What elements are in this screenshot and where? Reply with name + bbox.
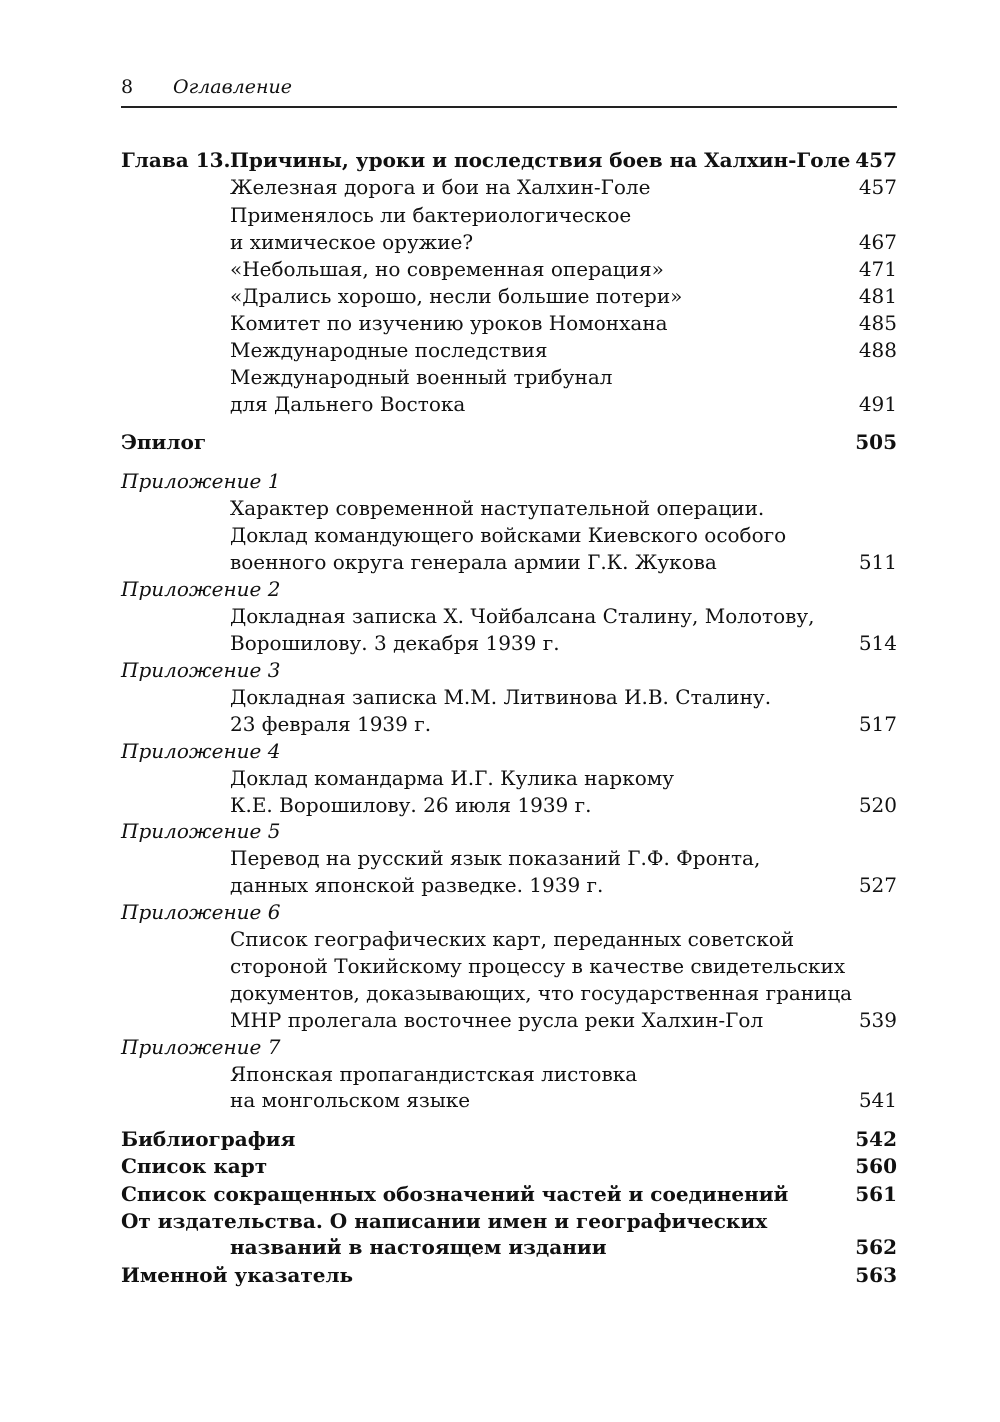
toc-entry-text: для Дальнего Востока [230, 392, 466, 416]
toc-entry-text: МНР пролегала восточнее русла реки Халхин-Гол [230, 1008, 764, 1032]
toc-page-number: 471 [858, 257, 897, 281]
appendix-label: Приложение 4 [121, 739, 281, 763]
toc-subentry-continuation[interactable] [0, 390, 1000, 418]
toc-entry-text: военного округа генерала армии Г.К. Жукова [230, 550, 717, 574]
appendix-entry-continuation[interactable] [0, 952, 1000, 980]
toc-entry-text: Доклад командующего войсками Киевского особого [230, 523, 787, 547]
toc-subentry[interactable] [0, 282, 1000, 310]
appendix-entry-continuation[interactable] [0, 629, 1000, 657]
toc-page-number: 491 [858, 392, 897, 416]
toc-entry-text: Доклад командарма И.Г. Кулика наркому [230, 766, 675, 790]
appendix-entry-continuation[interactable] [0, 979, 1000, 1007]
appendix-label: Приложение 3 [121, 658, 281, 682]
toc-entry-text: Железная дорога и бои на Халхин-Голе [230, 175, 651, 199]
toc-entry-text: 23 февраля 1939 г. [230, 712, 432, 736]
toc-subentry[interactable] [0, 363, 1000, 391]
toc-page-number: 457 [855, 148, 897, 172]
toc-page-number: 541 [858, 1088, 897, 1112]
appendix-entry[interactable] [0, 494, 1000, 522]
toc-entry-text: «Небольшая, но современная операция» [230, 257, 664, 281]
appendix-entry[interactable] [0, 844, 1000, 872]
toc-subentry[interactable] [0, 201, 1000, 229]
toc-entry-text: Список сокращенных обозначений частей и соединений [121, 1182, 789, 1206]
toc-page-number: 563 [855, 1263, 897, 1287]
toc-entry-text: на монгольском языке [230, 1088, 471, 1112]
toc-page-number: 505 [855, 430, 897, 454]
header-rule [121, 106, 897, 108]
toc-entry-text: данных японской разведке. 1939 г. [230, 873, 604, 897]
toc-page-number: 520 [858, 793, 897, 817]
running-header [121, 76, 897, 104]
appendix-entry[interactable] [0, 764, 1000, 792]
publisher-note-continuation[interactable] [0, 1233, 1000, 1261]
appendix-entry-continuation[interactable] [0, 548, 1000, 576]
toc-page-number: 485 [858, 311, 897, 335]
epilogue-entry[interactable] [0, 428, 1000, 456]
running-title: Оглавление [173, 76, 293, 98]
appendix-entry[interactable] [0, 602, 1000, 630]
appendix-label: Приложение 2 [121, 577, 281, 601]
toc-entry-text: Список карт [121, 1154, 268, 1178]
map-list-entry[interactable] [0, 1152, 1000, 1180]
toc-subentry-continuation[interactable] [0, 228, 1000, 256]
appendix-entry[interactable] [0, 1060, 1000, 1088]
toc-entry-text: документов, доказывающих, что государственная граница [230, 981, 853, 1005]
toc-entry-text: Характер современной наступательной операции. [230, 496, 765, 520]
toc-page-number: 481 [858, 284, 897, 308]
toc-entry-text: Международный военный трибунал [230, 365, 613, 389]
toc-entry-text: Перевод на русский язык показаний Г.Ф. Фронта, [230, 846, 761, 870]
toc-page-number: 560 [855, 1154, 897, 1178]
chapter-label: Глава 13. [121, 148, 231, 172]
toc-entry-text: названий в настоящем издании [230, 1235, 607, 1259]
page-number: 8 [121, 76, 134, 98]
appendix-label: Приложение 7 [121, 1035, 281, 1059]
publisher-note-entry[interactable] [0, 1207, 1000, 1235]
toc-page-number: 457 [858, 175, 897, 199]
appendix-label: Приложение 1 [121, 469, 281, 493]
toc-subentry[interactable] [0, 173, 1000, 201]
toc-page-number: 527 [858, 873, 897, 897]
toc-entry-text: Ворошилову. 3 декабря 1939 г. [230, 631, 560, 655]
toc-entry-text: Докладная записка М.М. Литвинова И.В. Сталину. [230, 685, 772, 709]
appendix-label: Приложение 5 [121, 819, 281, 843]
chapter-13-entry[interactable] [0, 146, 1000, 174]
toc-page-number: 488 [858, 338, 897, 362]
toc-subentry[interactable] [0, 309, 1000, 337]
appendix-entry-continuation[interactable] [0, 871, 1000, 899]
toc-entry-text: Библиография [121, 1127, 296, 1151]
toc-entry-text: стороной Токийскому процессу в качестве свидетельских [230, 954, 846, 978]
toc-page-number: 514 [858, 631, 897, 655]
toc-page-number: 539 [858, 1008, 897, 1032]
appendix-entry-continuation[interactable] [0, 791, 1000, 819]
toc-entry-text: Комитет по изучению уроков Номонхана [230, 311, 668, 335]
appendix-entry-continuation[interactable] [0, 710, 1000, 738]
toc-page-number: 561 [855, 1182, 897, 1206]
appendix-entry[interactable] [0, 683, 1000, 711]
toc-page-number: 467 [858, 230, 897, 254]
abbreviations-entry[interactable] [0, 1180, 1000, 1208]
toc-entry-text: Японская пропагандистская листовка [230, 1062, 638, 1086]
toc-entry-text: Список географических карт, переданных советской [230, 927, 795, 951]
toc-entry-text: Применялось ли бактериологическое [230, 203, 632, 227]
toc-entry-text: и химическое оружие? [230, 230, 474, 254]
appendix-entry-continuation[interactable] [0, 1006, 1000, 1034]
toc-page-number: 517 [858, 712, 897, 736]
appendix-entry-continuation[interactable] [0, 521, 1000, 549]
toc-entry-text: Эпилог [121, 430, 207, 454]
toc-entry-text: От издательства. О написании имен и географических [121, 1209, 768, 1233]
toc-page-number: 542 [855, 1127, 897, 1151]
appendix-entry-continuation[interactable] [0, 1086, 1000, 1114]
toc-page-number: 562 [855, 1235, 897, 1259]
toc-entry-text: Международные последствия [230, 338, 548, 362]
name-index-entry[interactable] [0, 1261, 1000, 1289]
toc-entry-text: К.Е. Ворошилову. 26 июля 1939 г. [230, 793, 592, 817]
bibliography-entry[interactable] [0, 1125, 1000, 1153]
toc-entry-text: Именной указатель [121, 1263, 354, 1287]
chapter-title: Причины, уроки и последствия боев на Халхин-Голе [230, 148, 851, 172]
appendix-entry[interactable] [0, 925, 1000, 953]
toc-entry-text: Докладная записка Х. Чойбалсана Сталину, Молотову, [230, 604, 815, 628]
toc-page-number: 511 [858, 550, 897, 574]
appendix-label: Приложение 6 [121, 900, 281, 924]
toc-subentry[interactable] [0, 336, 1000, 364]
toc-subentry[interactable] [0, 255, 1000, 283]
toc-entry-text: «Дрались хорошо, несли большие потери» [230, 284, 683, 308]
